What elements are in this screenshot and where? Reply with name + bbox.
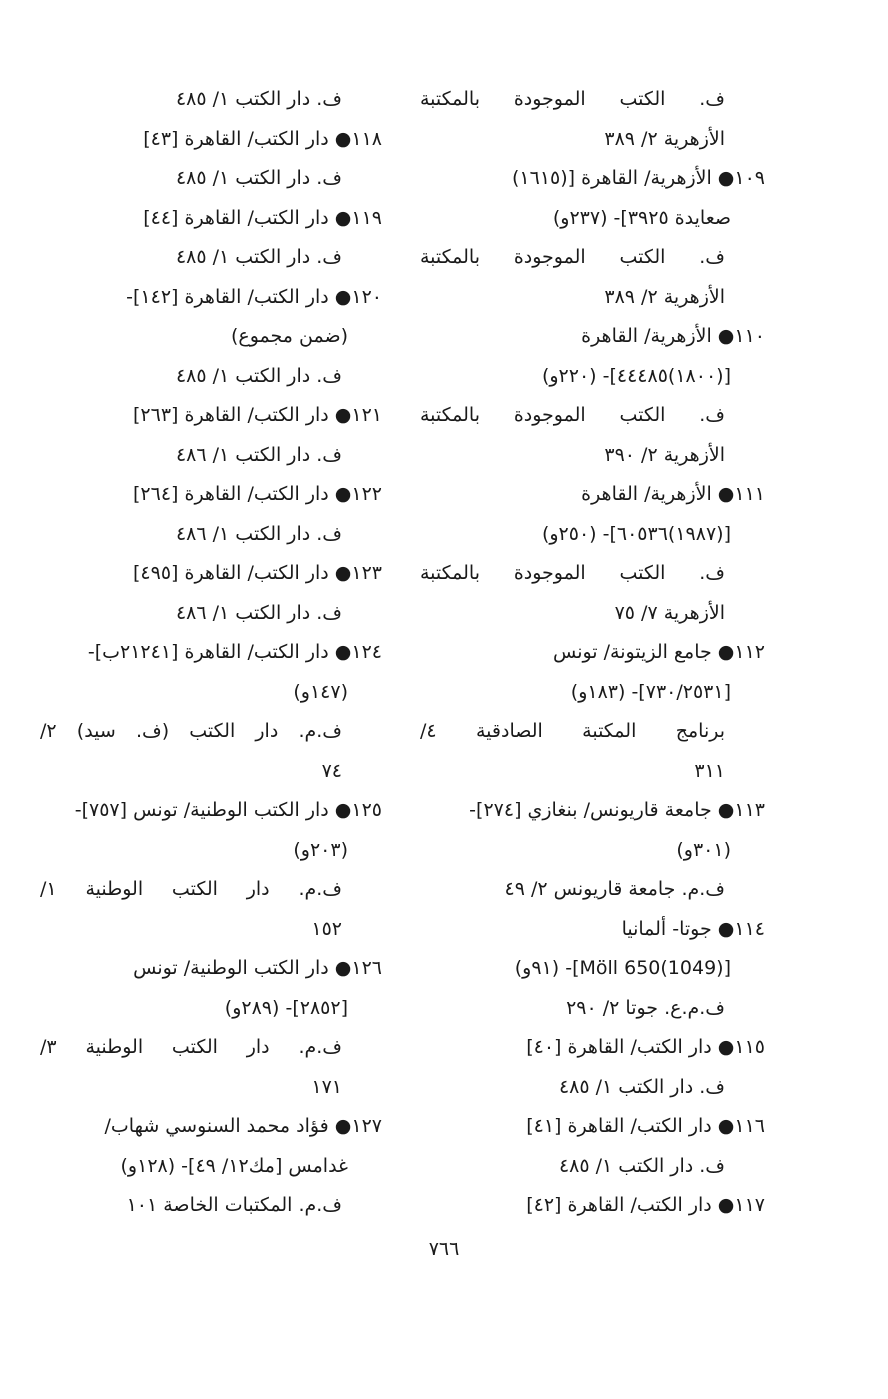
reference-line: ف. دار الكتب ١/ ٤٨٥ bbox=[175, 167, 342, 189]
reference-line: ف. دار الكتب ١/ ٤٨٦ bbox=[175, 443, 342, 466]
reference-line: ١٥٢ bbox=[311, 917, 342, 940]
reference-line: ف.م. جامعة قاريونس ٢/ ٤٩ bbox=[504, 878, 725, 900]
reference-line: ف. دار الكتب ١/ ٤٨٦ bbox=[175, 522, 342, 545]
reference-line: ف. دار الكتب ١/ ٤٨٥ bbox=[175, 246, 342, 268]
catalog-entry-line: ١٢٠● دار الكتب/ القاهرة [١٤٢]- bbox=[126, 285, 382, 308]
catalog-entry-line: ١١٩● دار الكتب/ القاهرة [٤٤] bbox=[143, 206, 382, 229]
catalog-entry-line: ١٢٤● دار الكتب/ القاهرة [٢١٢٤١ب]- bbox=[87, 641, 382, 663]
page-number: ٧٦٦ bbox=[428, 1238, 460, 1260]
reference-line: ٧٤ bbox=[321, 759, 342, 782]
catalog-entry-line: ١١٨● دار الكتب/ القاهرة [٤٣] bbox=[143, 127, 382, 150]
catalog-entry-line: ١١٤● جوتا- ألمانيا bbox=[621, 917, 765, 940]
reference-line: ف. دار الكتب ١/ ٤٨٦ bbox=[175, 601, 342, 624]
reference-line: الأزهرية ٢/ ٣٨٩ bbox=[604, 127, 725, 150]
catalog-entry-line: ١٢٧● فؤاد محمد السنوسي شهاب/ bbox=[104, 1115, 382, 1137]
reference-line: ف.م. دار الكتب الوطنية ٣/ bbox=[40, 1036, 342, 1058]
catalog-entry-line: ١٢٥● دار الكتب الوطنية/ تونس [٧٥٧]- bbox=[74, 799, 382, 821]
catalog-entry-line: ١١٥● دار الكتب/ القاهرة [٤٠] bbox=[526, 1036, 765, 1058]
reference-line: ف. دار الكتب ١/ ٤٨٥ bbox=[558, 1154, 725, 1177]
reference-line: ٣١١ bbox=[694, 759, 725, 782]
catalog-entry-line: ١١٣● جامعة قاريونس/ بنغازي [٢٧٤]- bbox=[469, 799, 765, 821]
entry-continuation-line: [Möll 650(1049)]- (٩١و) bbox=[514, 957, 731, 979]
entry-continuation-line: (٣٠١و) bbox=[676, 838, 731, 861]
catalog-entry-line: ١١٠● الأزهرية/ القاهرة bbox=[581, 325, 765, 347]
reference-line: ف.م. المكتبات الخاصة ١٠١ bbox=[126, 1194, 342, 1216]
catalog-entry-line: ١١٦● دار الكتب/ القاهرة [٤١] bbox=[526, 1115, 765, 1137]
entry-continuation-line: [(١٩٨٧)٦٠٥٣٦]- (٢٥٠و) bbox=[541, 522, 731, 545]
reference-line: ف. الكتب الموجودة بالمكتبة bbox=[420, 88, 725, 110]
reference-line: ف. دار الكتب ١/ ٤٨٥ bbox=[175, 364, 342, 387]
catalog-entry-line: ١٢١● دار الكتب/ القاهرة [٢٦٣] bbox=[132, 404, 382, 426]
catalog-entry-line: ١٢٦● دار الكتب الوطنية/ تونس bbox=[133, 957, 382, 979]
catalog-entry-line: ١٢٣● دار الكتب/ القاهرة [٤٩٥] bbox=[132, 562, 382, 584]
catalog-entry-line: ١١٧● دار الكتب/ القاهرة [٤٢] bbox=[526, 1194, 765, 1216]
reference-line: برنامج المكتبة الصادقية ٤/ bbox=[420, 720, 725, 742]
reference-line: ف. دار الكتب ١/ ٤٨٥ bbox=[558, 1075, 725, 1098]
reference-line: الأزهرية ٢/ ٣٩٠ bbox=[604, 443, 725, 466]
entry-continuation-line: (٢٠٣و) bbox=[293, 838, 348, 861]
catalog-entry-line: ١١٢● جامع الزيتونة/ تونس bbox=[552, 641, 765, 663]
reference-line: ف. الكتب الموجودة بالمكتبة bbox=[420, 404, 725, 426]
left-column bbox=[40, 80, 382, 1226]
catalog-entry-line: ١١١● الأزهرية/ القاهرة bbox=[581, 483, 765, 505]
reference-line: ف. الكتب الموجودة بالمكتبة bbox=[420, 562, 725, 584]
entry-continuation-line: صعايدة ٣٩٢٥]- (٢٣٧و) bbox=[552, 206, 731, 229]
reference-line: ١٧١ bbox=[311, 1075, 342, 1098]
reference-line: ف.م. دار الكتب الوطنية ١/ bbox=[40, 878, 342, 900]
reference-line: ف.م. دار الكتب (ف. سيد) ٢/ bbox=[40, 720, 342, 742]
entry-continuation-line: (ضمن مجموع) bbox=[230, 325, 348, 347]
catalog-entry-line: ١٠٩● الأزهرية/ القاهرة [(١٦١٥) bbox=[512, 167, 765, 189]
entry-continuation-line: غدامس [مك١٢/ ٤٩]- (١٢٨و) bbox=[120, 1154, 348, 1177]
entry-continuation-line: (١٤٧و) bbox=[293, 680, 348, 703]
reference-line: ف.م.ع. جوتا ٢/ ٢٩٠ bbox=[566, 996, 725, 1019]
reference-line: الأزهرية ٢/ ٣٨٩ bbox=[604, 285, 725, 308]
reference-line: الأزهرية ٧/ ٧٥ bbox=[614, 601, 725, 624]
reference-line: ف. الكتب الموجودة بالمكتبة bbox=[420, 246, 725, 268]
entry-continuation-line: [٧٣٠/٢٥٣١]- (١٨٣و) bbox=[570, 680, 731, 703]
entry-continuation-line: [٢٨٥٢]- (٢٨٩و) bbox=[224, 996, 348, 1019]
entry-continuation-line: [(١٨٠٠)٤٤٤٨٥]- (٢٢٠و) bbox=[541, 364, 731, 387]
right-column bbox=[420, 80, 765, 1226]
catalog-entry-line: ١٢٢● دار الكتب/ القاهرة [٢٦٤] bbox=[132, 483, 382, 505]
reference-line: ف. دار الكتب ١/ ٤٨٥ bbox=[175, 88, 342, 110]
